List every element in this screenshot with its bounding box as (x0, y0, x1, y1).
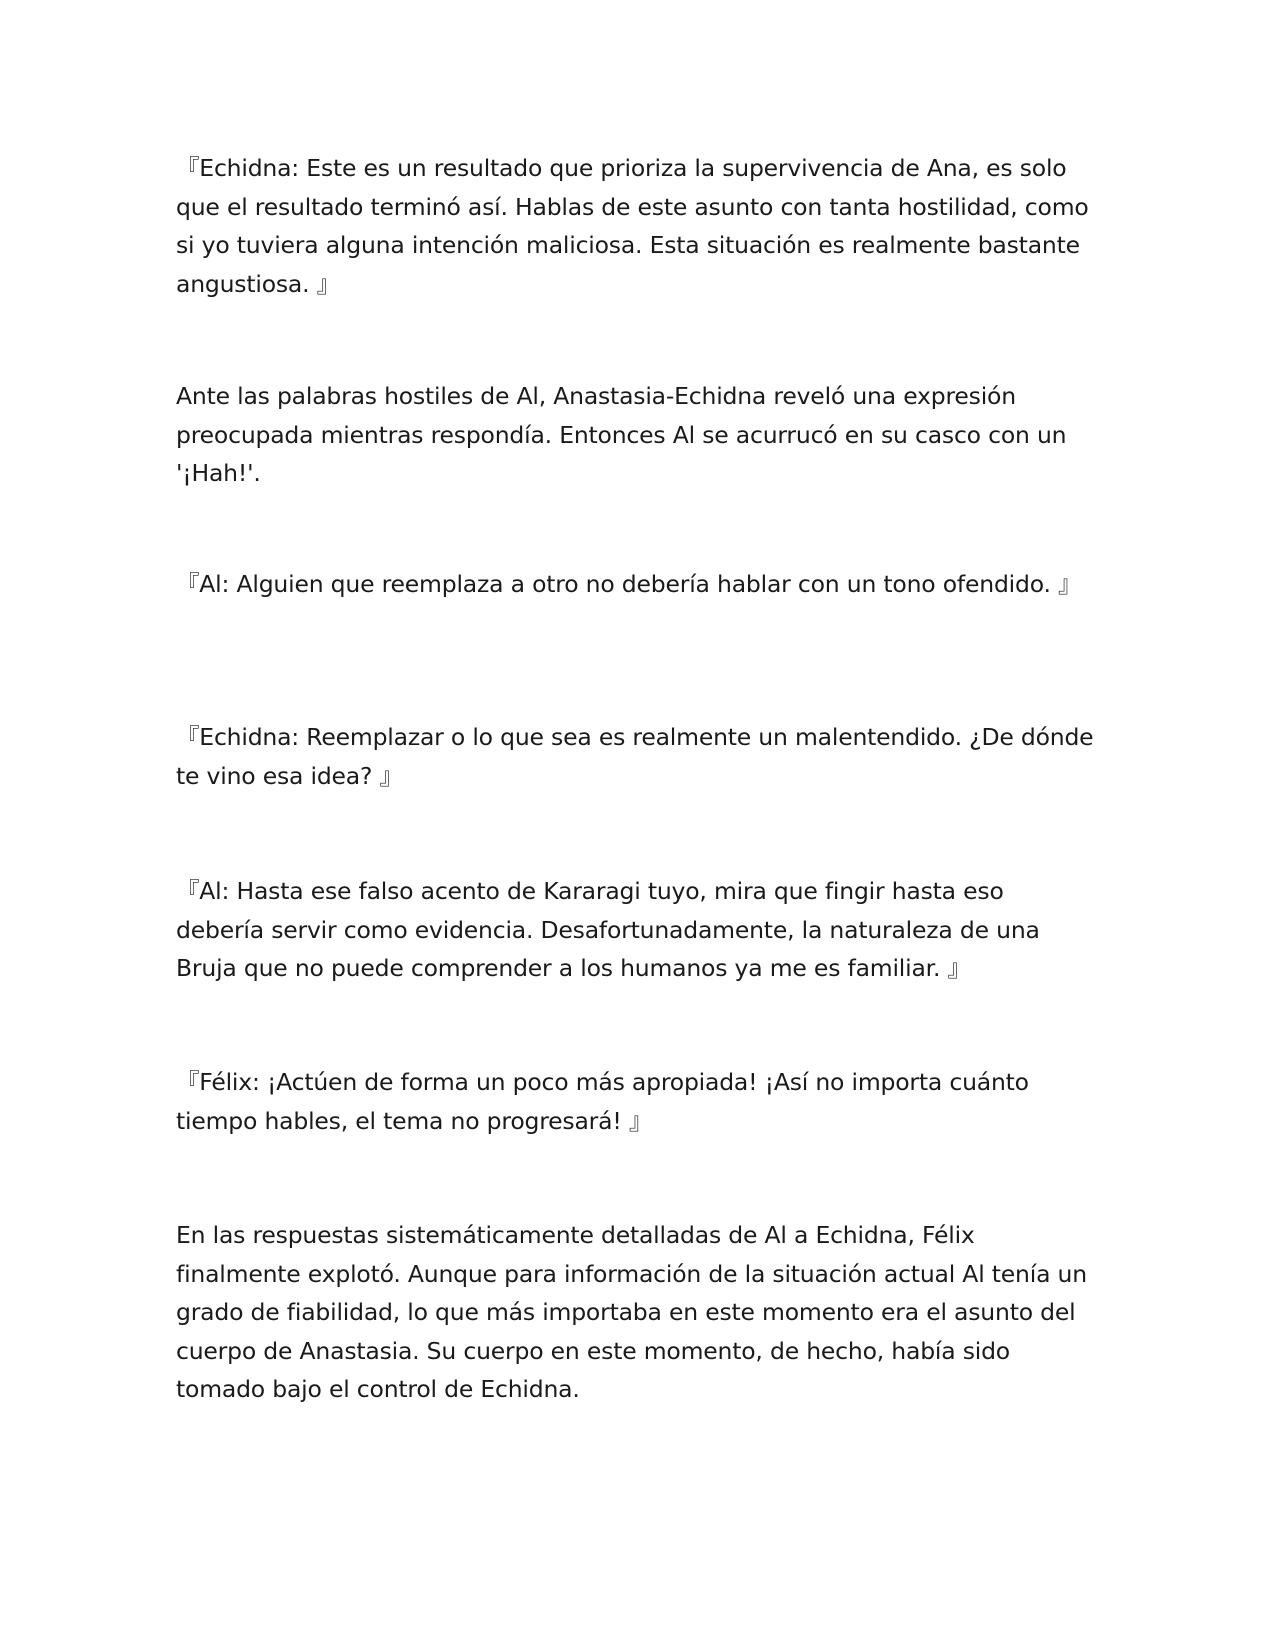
narration-paragraph-2: En las respuestas sistemáticamente detalladas de Al a Echidna, Félix finalmente explotó. Aunque para información de la situación actual Al tenía un grado de fiabilidad, lo que más importaba en este momento era el asunto del cuerpo de Anastasia. Su cuerpo en este momento, de hecho, había sido tomado bajo el control de Echidna. (176, 1221, 1087, 1403)
dialogue-al-1: 『Al: Alguien que reemplaza a otro no debería hablar con un tono ofendido. 』 (176, 570, 1082, 598)
narration-paragraph-1: Ante las palabras hostiles de Al, Anastasia-Echidna reveló una expresión preocupada mientras respondía. Entonces Al se acurrucó en su casco con un '¡Hah!'. (176, 382, 1067, 487)
dialogue-al-2: 『Al: Hasta ese falso acento de Kararagi tuyo, mira que fingir hasta eso debería servir como evidencia. Desafortunadamente, la naturaleza de una Bruja que no puede comprender a los humanos ya me es familiar. 』 (176, 877, 1040, 982)
dialogue-echidna-2: 『Echidna: Reemplazar o lo que sea es realmente un malentendido. ¿De dónde te vino esa idea? 』 (176, 723, 1094, 790)
dialogue-felix-1: 『Félix: ¡Actúen de forma un poco más apropiada! ¡Así no importa cuánto tiempo hables, el tema no progresará! 』 (176, 1068, 1029, 1135)
dialogue-echidna-1: 『Echidna: Este es un resultado que prioriza la supervivencia de Ana, es solo que el resultado terminó así. Hablas de este asunto con tanta hostilidad, como si yo tuviera alguna intención maliciosa. Esta situación es realmente bastante angustiosa. 』 (176, 154, 1089, 298)
